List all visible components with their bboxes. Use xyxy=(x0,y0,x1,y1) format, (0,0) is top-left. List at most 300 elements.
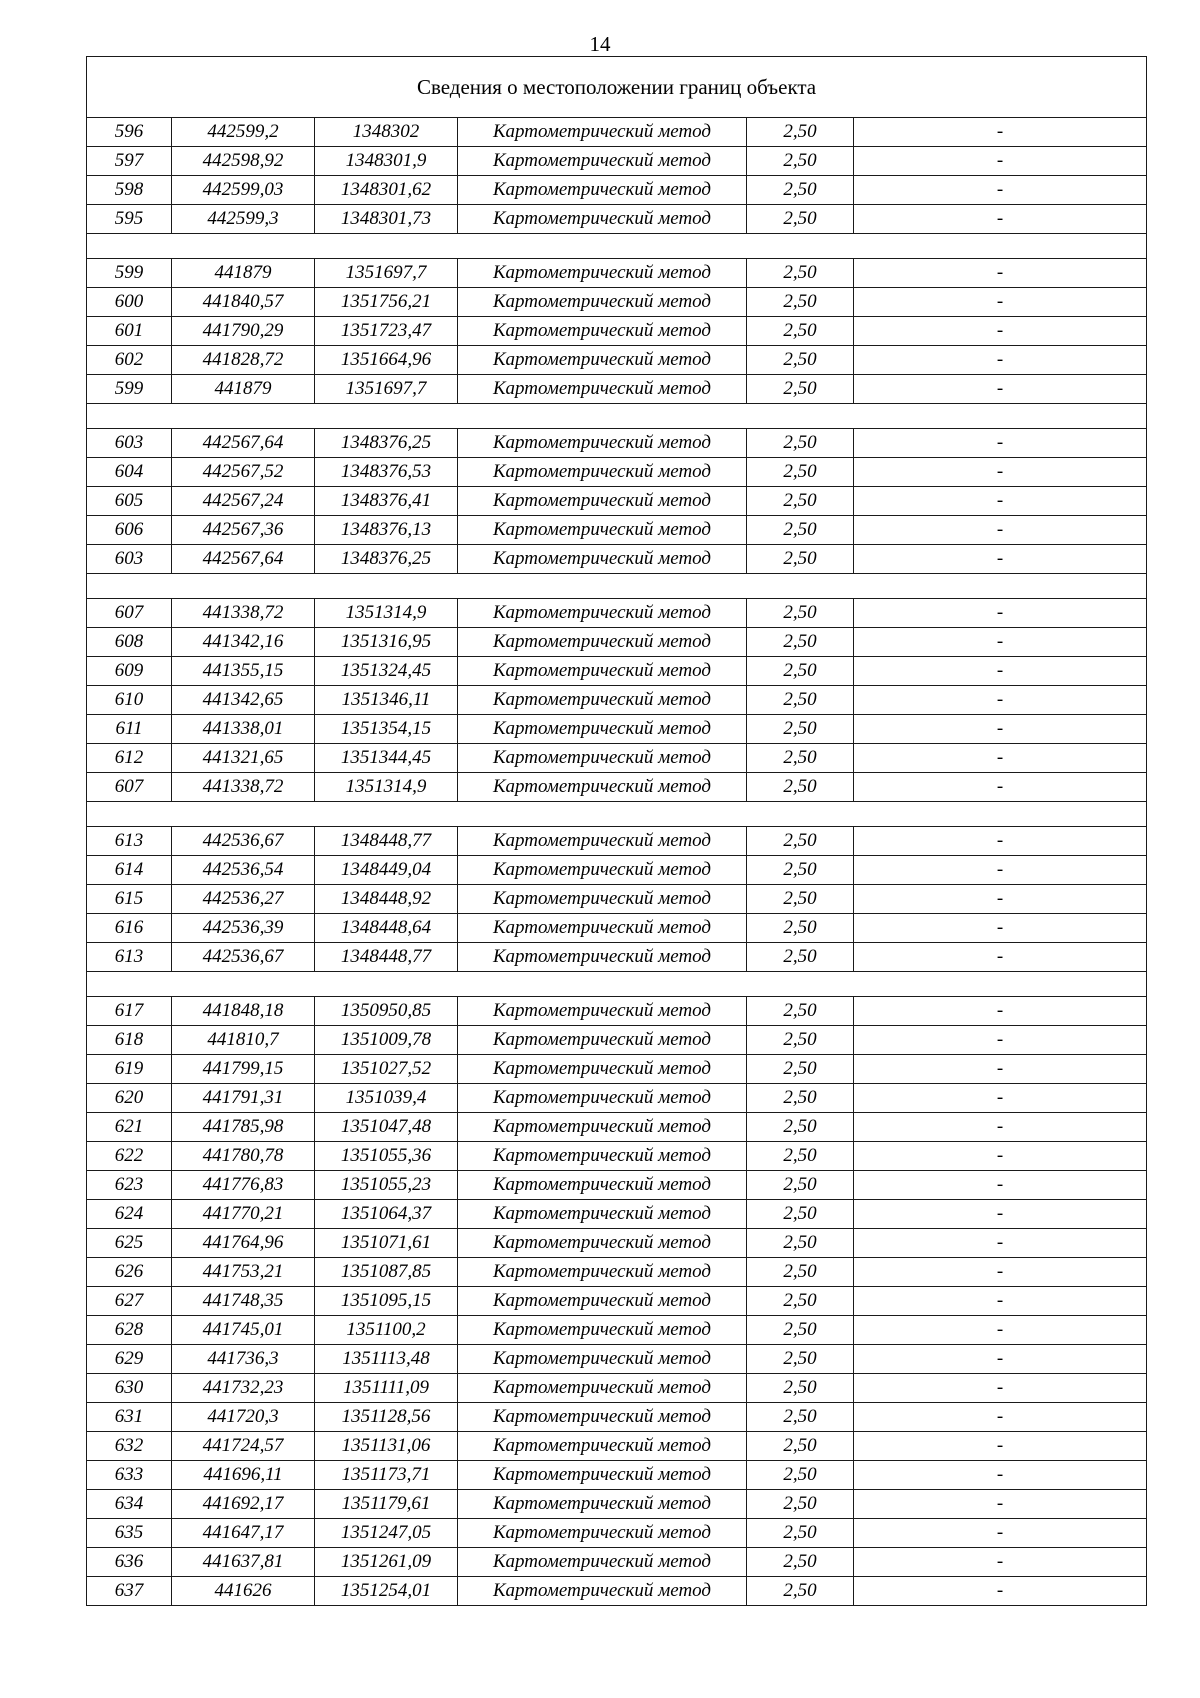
y-coordinate-cell: 1351664,96 xyxy=(315,346,458,375)
point-number-cell: 627 xyxy=(87,1287,172,1316)
method-cell: Картометрический метод xyxy=(458,429,747,458)
table-row xyxy=(87,288,1147,317)
table-row xyxy=(87,1055,1147,1084)
method-cell: Картометрический метод xyxy=(458,1403,747,1432)
y-coordinate-cell: 1351697,7 xyxy=(315,259,458,288)
x-coordinate-cell: 441338,01 xyxy=(172,715,315,744)
accuracy-cell: 2,50 xyxy=(747,943,854,972)
method-cell: Картометрический метод xyxy=(458,1055,747,1084)
y-coordinate-cell: 1348449,04 xyxy=(315,856,458,885)
table-row xyxy=(87,346,1147,375)
description-cell: - xyxy=(854,1084,1147,1113)
point-number-cell: 600 xyxy=(87,288,172,317)
description-cell: - xyxy=(854,1229,1147,1258)
point-number-cell: 636 xyxy=(87,1548,172,1577)
point-number-cell: 620 xyxy=(87,1084,172,1113)
x-coordinate-cell: 441342,65 xyxy=(172,686,315,715)
accuracy-cell: 2,50 xyxy=(747,1171,854,1200)
y-coordinate-cell: 1351723,47 xyxy=(315,317,458,346)
description-cell: - xyxy=(854,686,1147,715)
accuracy-cell: 2,50 xyxy=(747,628,854,657)
method-cell: Картометрический метод xyxy=(458,1316,747,1345)
accuracy-cell: 2,50 xyxy=(747,885,854,914)
accuracy-cell: 2,50 xyxy=(747,1142,854,1171)
accuracy-cell: 2,50 xyxy=(747,1374,854,1403)
description-cell: - xyxy=(854,885,1147,914)
method-cell: Картометрический метод xyxy=(458,1490,747,1519)
y-coordinate-cell: 1351095,15 xyxy=(315,1287,458,1316)
accuracy-cell: 2,50 xyxy=(747,1577,854,1606)
table-row xyxy=(87,914,1147,943)
y-coordinate-cell: 1351314,9 xyxy=(315,599,458,628)
point-number-cell: 611 xyxy=(87,715,172,744)
point-number-cell: 634 xyxy=(87,1490,172,1519)
description-cell: - xyxy=(854,147,1147,176)
description-cell: - xyxy=(854,346,1147,375)
accuracy-cell: 2,50 xyxy=(747,176,854,205)
accuracy-cell: 2,50 xyxy=(747,458,854,487)
method-cell: Картометрический метод xyxy=(458,943,747,972)
x-coordinate-cell: 441696,11 xyxy=(172,1461,315,1490)
method-cell: Картометрический метод xyxy=(458,1229,747,1258)
x-coordinate-cell: 442598,92 xyxy=(172,147,315,176)
description-cell: - xyxy=(854,1432,1147,1461)
group-separator-row xyxy=(87,404,1147,429)
method-cell: Картометрический метод xyxy=(458,715,747,744)
y-coordinate-cell: 1348376,25 xyxy=(315,429,458,458)
accuracy-cell: 2,50 xyxy=(747,914,854,943)
x-coordinate-cell: 442567,36 xyxy=(172,516,315,545)
table-row xyxy=(87,1403,1147,1432)
accuracy-cell: 2,50 xyxy=(747,205,854,234)
group-separator-row xyxy=(87,972,1147,997)
point-number-cell: 606 xyxy=(87,516,172,545)
point-number-cell: 631 xyxy=(87,1403,172,1432)
x-coordinate-cell: 441342,16 xyxy=(172,628,315,657)
table-row xyxy=(87,375,1147,404)
x-coordinate-cell: 441785,98 xyxy=(172,1113,315,1142)
accuracy-cell: 2,50 xyxy=(747,317,854,346)
description-cell: - xyxy=(854,1113,1147,1142)
point-number-cell: 612 xyxy=(87,744,172,773)
accuracy-cell: 2,50 xyxy=(747,1548,854,1577)
table-row xyxy=(87,773,1147,802)
table-row xyxy=(87,744,1147,773)
description-cell: - xyxy=(854,516,1147,545)
y-coordinate-cell: 1351113,48 xyxy=(315,1345,458,1374)
x-coordinate-cell: 441753,21 xyxy=(172,1258,315,1287)
table-row xyxy=(87,147,1147,176)
description-cell: - xyxy=(854,1403,1147,1432)
table-row xyxy=(87,1345,1147,1374)
y-coordinate-cell: 1348448,77 xyxy=(315,943,458,972)
table-row xyxy=(87,997,1147,1026)
x-coordinate-cell: 441647,17 xyxy=(172,1519,315,1548)
method-cell: Картометрический метод xyxy=(458,1548,747,1577)
description-cell: - xyxy=(854,1026,1147,1055)
group-separator-cell xyxy=(87,234,1147,259)
description-cell: - xyxy=(854,176,1147,205)
point-number-cell: 604 xyxy=(87,458,172,487)
description-cell: - xyxy=(854,458,1147,487)
point-number-cell: 601 xyxy=(87,317,172,346)
y-coordinate-cell: 1348376,13 xyxy=(315,516,458,545)
table-row xyxy=(87,856,1147,885)
accuracy-cell: 2,50 xyxy=(747,1287,854,1316)
point-number-cell: 596 xyxy=(87,118,172,147)
x-coordinate-cell: 441848,18 xyxy=(172,997,315,1026)
accuracy-cell: 2,50 xyxy=(747,545,854,574)
table-row xyxy=(87,885,1147,914)
x-coordinate-cell: 441355,15 xyxy=(172,657,315,686)
table-row xyxy=(87,118,1147,147)
x-coordinate-cell: 441736,3 xyxy=(172,1345,315,1374)
description-cell: - xyxy=(854,205,1147,234)
table-row xyxy=(87,715,1147,744)
accuracy-cell: 2,50 xyxy=(747,1490,854,1519)
y-coordinate-cell: 1351055,36 xyxy=(315,1142,458,1171)
description-cell: - xyxy=(854,317,1147,346)
accuracy-cell: 2,50 xyxy=(747,827,854,856)
y-coordinate-cell: 1348448,64 xyxy=(315,914,458,943)
table-row xyxy=(87,1200,1147,1229)
x-coordinate-cell: 442536,67 xyxy=(172,827,315,856)
x-coordinate-cell: 441626 xyxy=(172,1577,315,1606)
description-cell: - xyxy=(854,1142,1147,1171)
point-number-cell: 619 xyxy=(87,1055,172,1084)
method-cell: Картометрический метод xyxy=(458,487,747,516)
description-cell: - xyxy=(854,715,1147,744)
y-coordinate-cell: 1351009,78 xyxy=(315,1026,458,1055)
table-row xyxy=(87,1374,1147,1403)
method-cell: Картометрический метод xyxy=(458,827,747,856)
x-coordinate-cell: 442536,67 xyxy=(172,943,315,972)
accuracy-cell: 2,50 xyxy=(747,259,854,288)
table-row xyxy=(87,1287,1147,1316)
method-cell: Картометрический метод xyxy=(458,375,747,404)
accuracy-cell: 2,50 xyxy=(747,773,854,802)
table-row xyxy=(87,943,1147,972)
point-number-cell: 635 xyxy=(87,1519,172,1548)
description-cell: - xyxy=(854,487,1147,516)
method-cell: Картометрический метод xyxy=(458,628,747,657)
method-cell: Картометрический метод xyxy=(458,1519,747,1548)
y-coordinate-cell: 1351064,37 xyxy=(315,1200,458,1229)
table-row xyxy=(87,429,1147,458)
y-coordinate-cell: 1351071,61 xyxy=(315,1229,458,1258)
group-separator-row xyxy=(87,574,1147,599)
description-cell: - xyxy=(854,1200,1147,1229)
point-number-cell: 613 xyxy=(87,827,172,856)
point-number-cell: 599 xyxy=(87,375,172,404)
description-cell: - xyxy=(854,628,1147,657)
y-coordinate-cell: 1348301,73 xyxy=(315,205,458,234)
table-row xyxy=(87,1084,1147,1113)
y-coordinate-cell: 1351756,21 xyxy=(315,288,458,317)
method-cell: Картометрический метод xyxy=(458,1287,747,1316)
method-cell: Картометрический метод xyxy=(458,1026,747,1055)
method-cell: Картометрический метод xyxy=(458,516,747,545)
point-number-cell: 599 xyxy=(87,259,172,288)
method-cell: Картометрический метод xyxy=(458,657,747,686)
y-coordinate-cell: 1351131,06 xyxy=(315,1432,458,1461)
point-number-cell: 621 xyxy=(87,1113,172,1142)
accuracy-cell: 2,50 xyxy=(747,487,854,516)
point-number-cell: 615 xyxy=(87,885,172,914)
point-number-cell: 608 xyxy=(87,628,172,657)
table-row xyxy=(87,458,1147,487)
table-row xyxy=(87,1577,1147,1606)
description-cell: - xyxy=(854,118,1147,147)
method-cell: Картометрический метод xyxy=(458,686,747,715)
description-cell: - xyxy=(854,429,1147,458)
y-coordinate-cell: 1351324,45 xyxy=(315,657,458,686)
method-cell: Картометрический метод xyxy=(458,205,747,234)
y-coordinate-cell: 1351179,61 xyxy=(315,1490,458,1519)
accuracy-cell: 2,50 xyxy=(747,997,854,1026)
y-coordinate-cell: 1351111,09 xyxy=(315,1374,458,1403)
accuracy-cell: 2,50 xyxy=(747,599,854,628)
accuracy-cell: 2,50 xyxy=(747,856,854,885)
point-number-cell: 625 xyxy=(87,1229,172,1258)
y-coordinate-cell: 1348376,25 xyxy=(315,545,458,574)
description-cell: - xyxy=(854,375,1147,404)
point-number-cell: 609 xyxy=(87,657,172,686)
y-coordinate-cell: 1348301,9 xyxy=(315,147,458,176)
x-coordinate-cell: 441745,01 xyxy=(172,1316,315,1345)
x-coordinate-cell: 442536,27 xyxy=(172,885,315,914)
method-cell: Картометрический метод xyxy=(458,773,747,802)
accuracy-cell: 2,50 xyxy=(747,375,854,404)
accuracy-cell: 2,50 xyxy=(747,346,854,375)
method-cell: Картометрический метод xyxy=(458,1432,747,1461)
group-separator-cell xyxy=(87,972,1147,997)
description-cell: - xyxy=(854,773,1147,802)
method-cell: Картометрический метод xyxy=(458,1200,747,1229)
y-coordinate-cell: 1351055,23 xyxy=(315,1171,458,1200)
table-row xyxy=(87,205,1147,234)
x-coordinate-cell: 442567,24 xyxy=(172,487,315,516)
table-row xyxy=(87,545,1147,574)
method-cell: Картометрический метод xyxy=(458,744,747,773)
x-coordinate-cell: 442567,64 xyxy=(172,429,315,458)
y-coordinate-cell: 1351047,48 xyxy=(315,1113,458,1142)
y-coordinate-cell: 1351697,7 xyxy=(315,375,458,404)
x-coordinate-cell: 441790,29 xyxy=(172,317,315,346)
method-cell: Картометрический метод xyxy=(458,856,747,885)
point-number-cell: 603 xyxy=(87,545,172,574)
table-row xyxy=(87,1171,1147,1200)
group-separator-cell xyxy=(87,404,1147,429)
description-cell: - xyxy=(854,1316,1147,1345)
method-cell: Картометрический метод xyxy=(458,1113,747,1142)
accuracy-cell: 2,50 xyxy=(747,1258,854,1287)
table-row xyxy=(87,1229,1147,1258)
description-cell: - xyxy=(854,1345,1147,1374)
table-row xyxy=(87,1432,1147,1461)
x-coordinate-cell: 441810,7 xyxy=(172,1026,315,1055)
y-coordinate-cell: 1348376,41 xyxy=(315,487,458,516)
x-coordinate-cell: 442536,54 xyxy=(172,856,315,885)
table-row xyxy=(87,1258,1147,1287)
method-cell: Картометрический метод xyxy=(458,259,747,288)
table-row xyxy=(87,657,1147,686)
x-coordinate-cell: 442599,3 xyxy=(172,205,315,234)
method-cell: Картометрический метод xyxy=(458,1084,747,1113)
y-coordinate-cell: 1351100,2 xyxy=(315,1316,458,1345)
point-number-cell: 626 xyxy=(87,1258,172,1287)
description-cell: - xyxy=(854,545,1147,574)
x-coordinate-cell: 441748,35 xyxy=(172,1287,315,1316)
point-number-cell: 617 xyxy=(87,997,172,1026)
group-separator-row xyxy=(87,234,1147,259)
y-coordinate-cell: 1351354,15 xyxy=(315,715,458,744)
table-row xyxy=(87,176,1147,205)
accuracy-cell: 2,50 xyxy=(747,1084,854,1113)
accuracy-cell: 2,50 xyxy=(747,429,854,458)
accuracy-cell: 2,50 xyxy=(747,1113,854,1142)
method-cell: Картометрический метод xyxy=(458,1171,747,1200)
description-cell: - xyxy=(854,1055,1147,1084)
description-cell: - xyxy=(854,943,1147,972)
point-number-cell: 623 xyxy=(87,1171,172,1200)
table-row xyxy=(87,516,1147,545)
table-row xyxy=(87,1113,1147,1142)
method-cell: Картометрический метод xyxy=(458,147,747,176)
description-cell: - xyxy=(854,827,1147,856)
y-coordinate-cell: 1351128,56 xyxy=(315,1403,458,1432)
point-number-cell: 628 xyxy=(87,1316,172,1345)
table-row xyxy=(87,1519,1147,1548)
x-coordinate-cell: 441840,57 xyxy=(172,288,315,317)
point-number-cell: 614 xyxy=(87,856,172,885)
method-cell: Картометрический метод xyxy=(458,599,747,628)
accuracy-cell: 2,50 xyxy=(747,657,854,686)
x-coordinate-cell: 441770,21 xyxy=(172,1200,315,1229)
x-coordinate-cell: 441780,78 xyxy=(172,1142,315,1171)
table-row xyxy=(87,1026,1147,1055)
table-row xyxy=(87,487,1147,516)
point-number-cell: 598 xyxy=(87,176,172,205)
y-coordinate-cell: 1348376,53 xyxy=(315,458,458,487)
y-coordinate-cell: 1348448,77 xyxy=(315,827,458,856)
description-cell: - xyxy=(854,259,1147,288)
point-number-cell: 632 xyxy=(87,1432,172,1461)
y-coordinate-cell: 1351261,09 xyxy=(315,1548,458,1577)
point-number-cell: 633 xyxy=(87,1461,172,1490)
accuracy-cell: 2,50 xyxy=(747,516,854,545)
x-coordinate-cell: 441764,96 xyxy=(172,1229,315,1258)
x-coordinate-cell: 441828,72 xyxy=(172,346,315,375)
x-coordinate-cell: 441879 xyxy=(172,259,315,288)
table-row xyxy=(87,1461,1147,1490)
description-cell: - xyxy=(854,914,1147,943)
method-cell: Картометрический метод xyxy=(458,1142,747,1171)
description-cell: - xyxy=(854,1519,1147,1548)
accuracy-cell: 2,50 xyxy=(747,288,854,317)
accuracy-cell: 2,50 xyxy=(747,1519,854,1548)
method-cell: Картометрический метод xyxy=(458,317,747,346)
method-cell: Картометрический метод xyxy=(458,1258,747,1287)
method-cell: Картометрический метод xyxy=(458,176,747,205)
y-coordinate-cell: 1351254,01 xyxy=(315,1577,458,1606)
method-cell: Картометрический метод xyxy=(458,346,747,375)
table-row xyxy=(87,1548,1147,1577)
description-cell: - xyxy=(854,1171,1147,1200)
x-coordinate-cell: 441879 xyxy=(172,375,315,404)
page-number: 14 xyxy=(589,32,611,56)
x-coordinate-cell: 441791,31 xyxy=(172,1084,315,1113)
point-number-cell: 622 xyxy=(87,1142,172,1171)
point-number-cell: 630 xyxy=(87,1374,172,1403)
y-coordinate-cell: 1351039,4 xyxy=(315,1084,458,1113)
description-cell: - xyxy=(854,1287,1147,1316)
y-coordinate-cell: 1351344,45 xyxy=(315,744,458,773)
description-cell: - xyxy=(854,1490,1147,1519)
description-cell: - xyxy=(854,997,1147,1026)
point-number-cell: 607 xyxy=(87,599,172,628)
table-row xyxy=(87,686,1147,715)
y-coordinate-cell: 1351027,52 xyxy=(315,1055,458,1084)
accuracy-cell: 2,50 xyxy=(747,1316,854,1345)
point-number-cell: 629 xyxy=(87,1345,172,1374)
point-number-cell: 610 xyxy=(87,686,172,715)
accuracy-cell: 2,50 xyxy=(747,744,854,773)
point-number-cell: 605 xyxy=(87,487,172,516)
y-coordinate-cell: 1348302 xyxy=(315,118,458,147)
description-cell: - xyxy=(854,1374,1147,1403)
description-cell: - xyxy=(854,856,1147,885)
description-cell: - xyxy=(854,1577,1147,1606)
method-cell: Картометрический метод xyxy=(458,1374,747,1403)
description-cell: - xyxy=(854,599,1147,628)
y-coordinate-cell: 1350950,85 xyxy=(315,997,458,1026)
description-cell: - xyxy=(854,657,1147,686)
accuracy-cell: 2,50 xyxy=(747,1345,854,1374)
method-cell: Картометрический метод xyxy=(458,118,747,147)
description-cell: - xyxy=(854,1461,1147,1490)
accuracy-cell: 2,50 xyxy=(747,686,854,715)
point-number-cell: 637 xyxy=(87,1577,172,1606)
accuracy-cell: 2,50 xyxy=(747,1200,854,1229)
table-row xyxy=(87,827,1147,856)
table-title: Сведения о местоположении границ объекта xyxy=(87,57,1147,118)
point-number-cell: 595 xyxy=(87,205,172,234)
point-number-cell: 603 xyxy=(87,429,172,458)
method-cell: Картометрический метод xyxy=(458,458,747,487)
method-cell: Картометрический метод xyxy=(458,1577,747,1606)
accuracy-cell: 2,50 xyxy=(747,147,854,176)
point-number-cell: 597 xyxy=(87,147,172,176)
method-cell: Картометрический метод xyxy=(458,997,747,1026)
group-separator-cell xyxy=(87,802,1147,827)
point-number-cell: 616 xyxy=(87,914,172,943)
x-coordinate-cell: 441799,15 xyxy=(172,1055,315,1084)
point-number-cell: 607 xyxy=(87,773,172,802)
table-row xyxy=(87,1316,1147,1345)
point-number-cell: 602 xyxy=(87,346,172,375)
y-coordinate-cell: 1351314,9 xyxy=(315,773,458,802)
x-coordinate-cell: 441692,17 xyxy=(172,1490,315,1519)
description-cell: - xyxy=(854,1258,1147,1287)
table-row xyxy=(87,599,1147,628)
y-coordinate-cell: 1348301,62 xyxy=(315,176,458,205)
x-coordinate-cell: 441338,72 xyxy=(172,599,315,628)
x-coordinate-cell: 441732,23 xyxy=(172,1374,315,1403)
group-separator-row xyxy=(87,802,1147,827)
description-cell: - xyxy=(854,288,1147,317)
accuracy-cell: 2,50 xyxy=(747,715,854,744)
